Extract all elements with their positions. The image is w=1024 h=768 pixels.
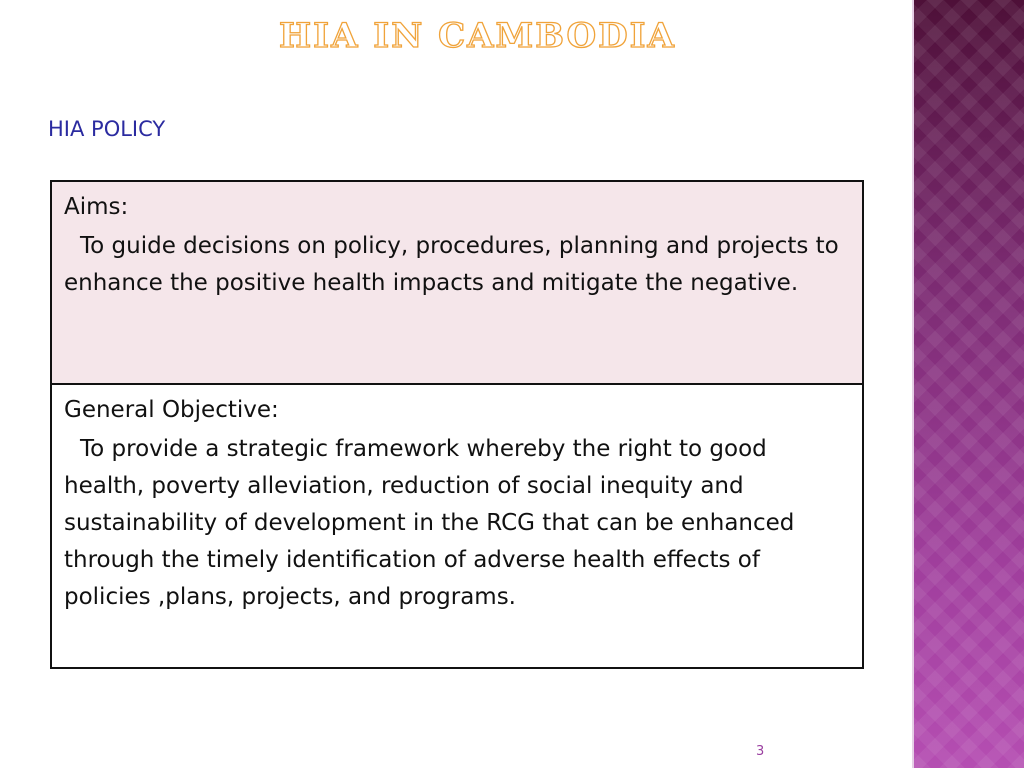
general-objective-text: To provide a strategic framework whereby the right to good health, poverty alleviation, reduction of social inequity and sustainability of development in the RCG that can be enhanced through the timely identification of adverse health effects of policies ,plans, projects, and programs.	[64, 436, 795, 610]
section-heading: HIA POLICY	[48, 117, 166, 141]
decorative-sidebar	[912, 0, 1024, 768]
aims-label: Aims:	[64, 194, 129, 220]
general-objective-label: General Objective:	[64, 397, 279, 423]
general-objective-cell	[52, 385, 862, 667]
aims-cell	[52, 182, 862, 385]
page-number: 3	[756, 744, 765, 759]
slide-title: HIA IN CAMBODIA	[279, 16, 676, 56]
aims-text: To guide decisions on policy, procedures, planning and projects to enhance the positive health impacts and mitigate the negative.	[64, 233, 839, 296]
policy-table	[50, 180, 864, 669]
